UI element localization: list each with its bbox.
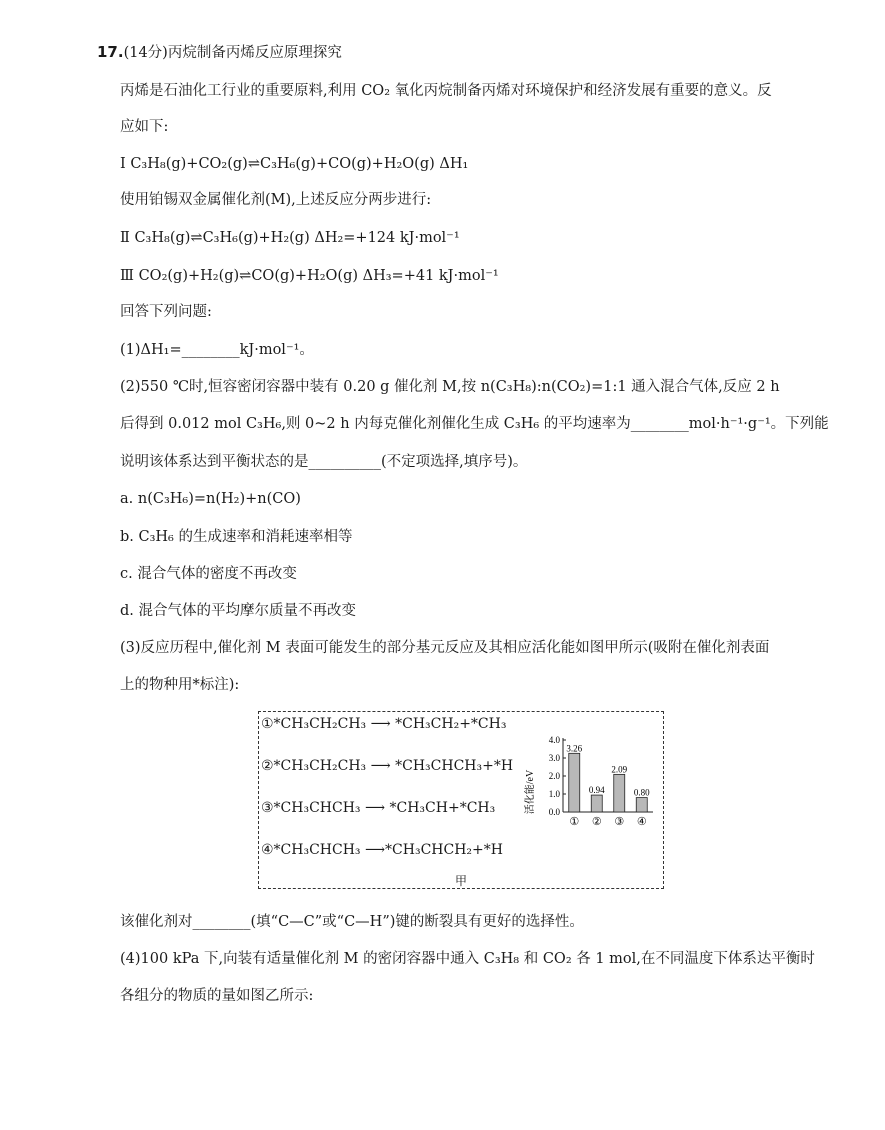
y-tick-label: 0.0	[548, 807, 560, 817]
subquestion-4-line-1: (4)100 kPa 下,向装有适量催化剂 M 的密闭容器中通入 C₃H₈ 和 CO₂ 各 1 mol,在不同温度下体系达平衡时	[120, 951, 815, 967]
elementary-reaction-1: ①*CH₃CH₂CH₃ ⟶ *CH₃CH₂+*CH₃	[261, 716, 507, 732]
y-tick-label: 1.0	[548, 789, 560, 799]
x-tick-label: ②	[591, 816, 602, 828]
question-number: 17.	[97, 43, 124, 61]
y-tick-label: 3.0	[548, 753, 560, 763]
y-tick-label: 2.0	[548, 771, 560, 781]
subquestion-2-line-2: 后得到 0.012 mol C₃H₆,则 0~2 h 内每克催化剂催化生成 C₃H₆ 的平均速率为________mol·h⁻¹·g⁻¹。下列能	[120, 416, 829, 432]
elementary-reaction-3: ③*CH₃CHCH₃ ⟶ *CH₃CH+*CH₃	[261, 800, 496, 816]
x-tick-label: ③	[614, 816, 625, 828]
elementary-reaction-2: ②*CH₃CH₂CH₃ ⟶ *CH₃CHCH₃+*H	[261, 758, 514, 774]
subquestion-4-line-2: 各组分的物质的量如图乙所示:	[120, 988, 314, 1004]
bar	[636, 798, 647, 812]
figure-jia	[258, 711, 664, 889]
reaction-3: Ⅲ CO₂(g)+H₂(g)⇌CO(g)+H₂O(g) ΔH₃=+41 kJ·mol⁻¹	[120, 268, 499, 284]
question-header	[97, 42, 342, 63]
x-tick-label: ④	[636, 816, 647, 828]
subquestion-3-after: 该催化剂对________(填“C—C”或“C—H”)键的断裂具有更好的选择性。	[120, 914, 584, 930]
answer-prompt: 回答下列问题:	[120, 304, 212, 320]
reaction-1: Ⅰ C₃H₈(g)+CO₂(g)⇌C₃H₆(g)+CO(g)+H₂O(g) ΔH₁	[120, 156, 469, 172]
question-title: (14分)丙烷制备丙烯反应原理探究	[123, 45, 342, 61]
bar	[591, 795, 602, 812]
bar-value-label: 0.80	[633, 787, 650, 798]
intro-line-2: 应如下:	[120, 119, 169, 135]
option-c: c. 混合气体的密度不再改变	[120, 566, 297, 582]
subquestion-2-line-1: (2)550 ℃时,恒容密闭容器中装有 0.20 g 催化剂 M,按 n(C₃H₈):n(CO₂)=1:1 通入混合气体,反应 2 h	[120, 379, 780, 395]
option-b: b. C₃H₆ 的生成速率和消耗速率相等	[120, 529, 353, 545]
figure-label: 甲	[455, 874, 468, 888]
subquestion-3-line-2: 上的物种用*标注):	[120, 677, 240, 693]
reaction-2: Ⅱ C₃H₈(g)⇌C₃H₆(g)+H₂(g) ΔH₂=+124 kJ·mol⁻¹	[120, 230, 460, 246]
y-tick-label: 4.0	[548, 735, 560, 745]
activation-energy-chart	[521, 732, 661, 842]
subquestion-3-line-1: (3)反应历程中,催化剂 M 表面可能发生的部分基元反应及其相应活化能如图甲所示(吸附在催化剂表面	[120, 640, 770, 656]
intro-line-1: 丙烯是石油化工行业的重要原料,利用 CO₂ 氧化丙烷制备丙烯对环境保护和经济发展有重要的意义。反	[120, 83, 772, 99]
bar-value-label: 0.94	[588, 785, 605, 796]
bar-value-label: 2.09	[611, 764, 628, 775]
bar	[569, 753, 580, 812]
subquestion-2-line-3: 说明该体系达到平衡状态的是__________(不定项选择,填序号)。	[120, 454, 528, 470]
option-d: d. 混合气体的平均摩尔质量不再改变	[120, 603, 356, 619]
chart-bars	[566, 743, 650, 828]
y-axis-label: 活化能/eV	[525, 769, 536, 815]
bar	[614, 774, 625, 812]
subquestion-1: (1)ΔH₁=________kJ·mol⁻¹。	[120, 342, 314, 358]
bar-value-label: 3.26	[566, 743, 583, 754]
option-a: a. n(C₃H₆)=n(H₂)+n(CO)	[120, 491, 301, 507]
elementary-reaction-4: ④*CH₃CHCH₃ ⟶*CH₃CHCH₂+*H	[261, 842, 503, 858]
x-tick-label: ①	[569, 816, 580, 828]
catalyst-line: 使用铂锡双金属催化剂(M),上述反应分两步进行:	[120, 192, 432, 208]
